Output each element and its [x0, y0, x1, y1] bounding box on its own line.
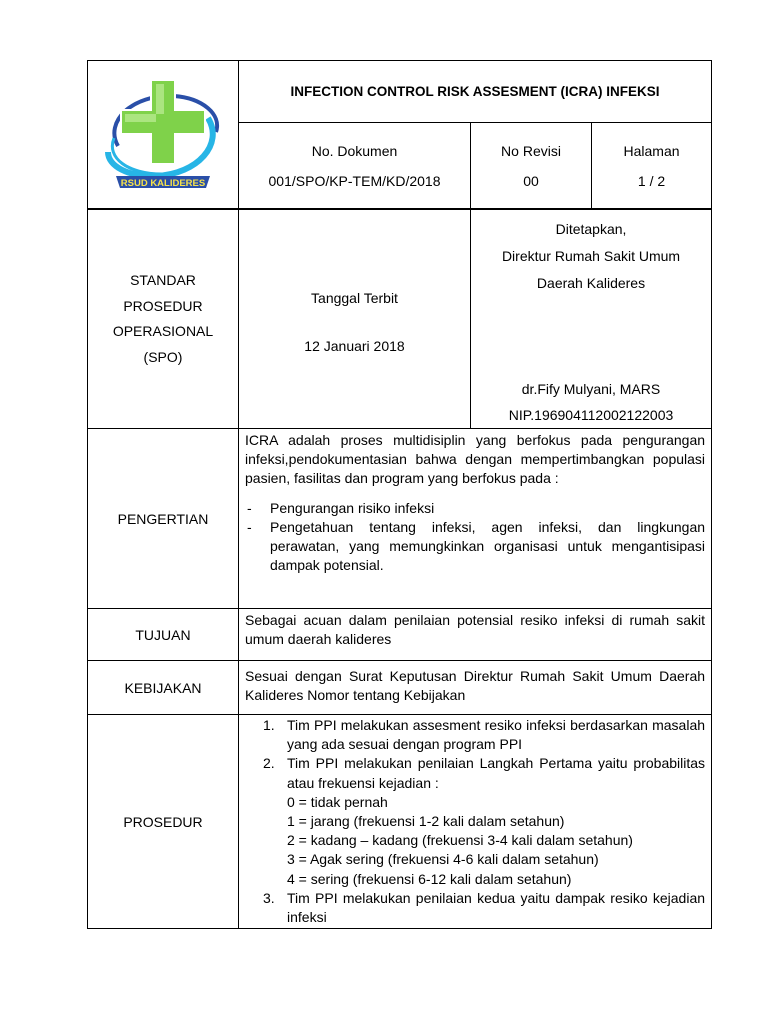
frequency-level: 4 = sering (frekuensi 6-12 kali dalam setahun)	[287, 870, 572, 887]
prosedur-content	[239, 715, 712, 929]
tujuan-content	[239, 609, 712, 661]
frequency-level: 2 = kadang – kadang (frekuensi 3-4 kali dalam setahun)	[287, 832, 633, 849]
frequency-level: 1 = jarang (frekuensi 1-2 kali dalam setahun)	[287, 813, 565, 830]
pengertian-bullet: - Pengurangan risiko infeksi	[245, 499, 705, 518]
prosedur-step	[239, 754, 705, 888]
tujuan-text: Sebagai acuan dalam penilaian potensial resiko infeksi di rumah sakit umum daerah kalideres	[245, 612, 706, 648]
no-dokumen-label: No. Dokumen	[311, 142, 398, 159]
logo-cell	[88, 61, 239, 209]
halaman-value: 1 / 2	[637, 172, 666, 189]
spo-label-line: (SPO)	[143, 348, 183, 365]
kebijakan-text: Sesuai dengan Surat Keputusan Direktur Rumah Sakit Umum Daerah Kalideres Nomor tentang Kebijakan	[245, 668, 706, 704]
spo-label-line: OPERASIONAL	[112, 323, 214, 339]
tanggal-terbit-value: 12 Januari 2018	[304, 338, 405, 354]
halaman-cell	[592, 123, 712, 209]
direktur-title-line: Daerah Kalideres	[536, 275, 646, 291]
signer-name: dr.Fify Mulyani, MARS	[521, 381, 661, 397]
no-revisi-label: No Revisi	[501, 142, 561, 159]
kebijakan-content	[239, 661, 712, 715]
prosedur-steps	[239, 716, 711, 927]
pengertian-content	[239, 429, 712, 609]
prosedur-step	[239, 889, 705, 927]
ditetapkan-label: Ditetapkan,	[555, 221, 627, 237]
spo-label-line: PROSEDUR	[123, 297, 203, 314]
direktur-title-line: Direktur Rumah Sakit Umum	[501, 248, 681, 264]
no-revisi-value: 00	[523, 172, 539, 189]
frequency-level: 0 = tidak pernah	[287, 793, 388, 810]
spo-label-line: STANDAR	[130, 272, 196, 288]
spo-document	[87, 60, 711, 929]
prosedur-label: PROSEDUR	[88, 715, 239, 929]
pengertian-label: PENGERTIAN	[88, 429, 239, 609]
signer-nip: NIP.196904112002122003	[508, 407, 674, 423]
step-text: Tim PPI melakukan penilaian kedua yaitu dampak resiko kejadian infeksi	[287, 889, 706, 926]
document-table	[87, 60, 712, 929]
document-title: INFECTION CONTROL RISK ASSESMENT (ICRA) INFEKSI	[239, 61, 712, 123]
kebijakan-label: KEBIJAKAN	[88, 661, 239, 715]
ditetapkan-cell	[471, 210, 712, 429]
tujuan-label: TUJUAN	[88, 609, 239, 661]
pengertian-bullet: - Pengetahuan tentang infeksi, agen infeksi, dan lingkungan perawatan, yang memungkinkan organisasi untuk mengantisipasi dampak potensial.	[245, 518, 705, 576]
spo-label-cell	[88, 210, 239, 429]
no-dokumen-cell	[239, 123, 471, 209]
halaman-label: Halaman	[623, 142, 680, 159]
step-text: Tim PPI melakukan assesment resiko infeksi berdasarkan masalah yang ada sesuai dengan program PPI	[287, 717, 706, 753]
step-number: 1.	[263, 717, 275, 733]
pengertian-text: ICRA adalah proses multidisiplin yang berfokus pada pengurangan infeksi,pendokumentasian bahwa dengan mempertimbangkan populasi pasien, fasilitas dan program yang berfokus pada :	[245, 432, 706, 487]
hospital-logo-icon	[98, 70, 228, 196]
pengertian-bullet-list	[245, 499, 705, 576]
tanggal-terbit-label: Tanggal Terbit	[311, 290, 398, 306]
step-text: Tim PPI melakukan penilaian Langkah Pertama yaitu probabilitas atau frekuensi kejadian :	[287, 755, 706, 791]
prosedur-step	[239, 716, 705, 754]
step-number: 3.	[263, 889, 275, 906]
no-revisi-cell	[471, 123, 592, 209]
frequency-levels	[287, 793, 705, 889]
logo-text: RSUD KALIDERES	[120, 178, 206, 189]
tanggal-terbit-cell	[239, 210, 471, 429]
no-dokumen-value: 001/SPO/KP-TEM/KD/2018	[268, 172, 441, 189]
step-number: 2.	[263, 755, 275, 772]
frequency-level: 3 = Agak sering (frekuensi 4-6 kali dalam setahun)	[287, 851, 599, 868]
